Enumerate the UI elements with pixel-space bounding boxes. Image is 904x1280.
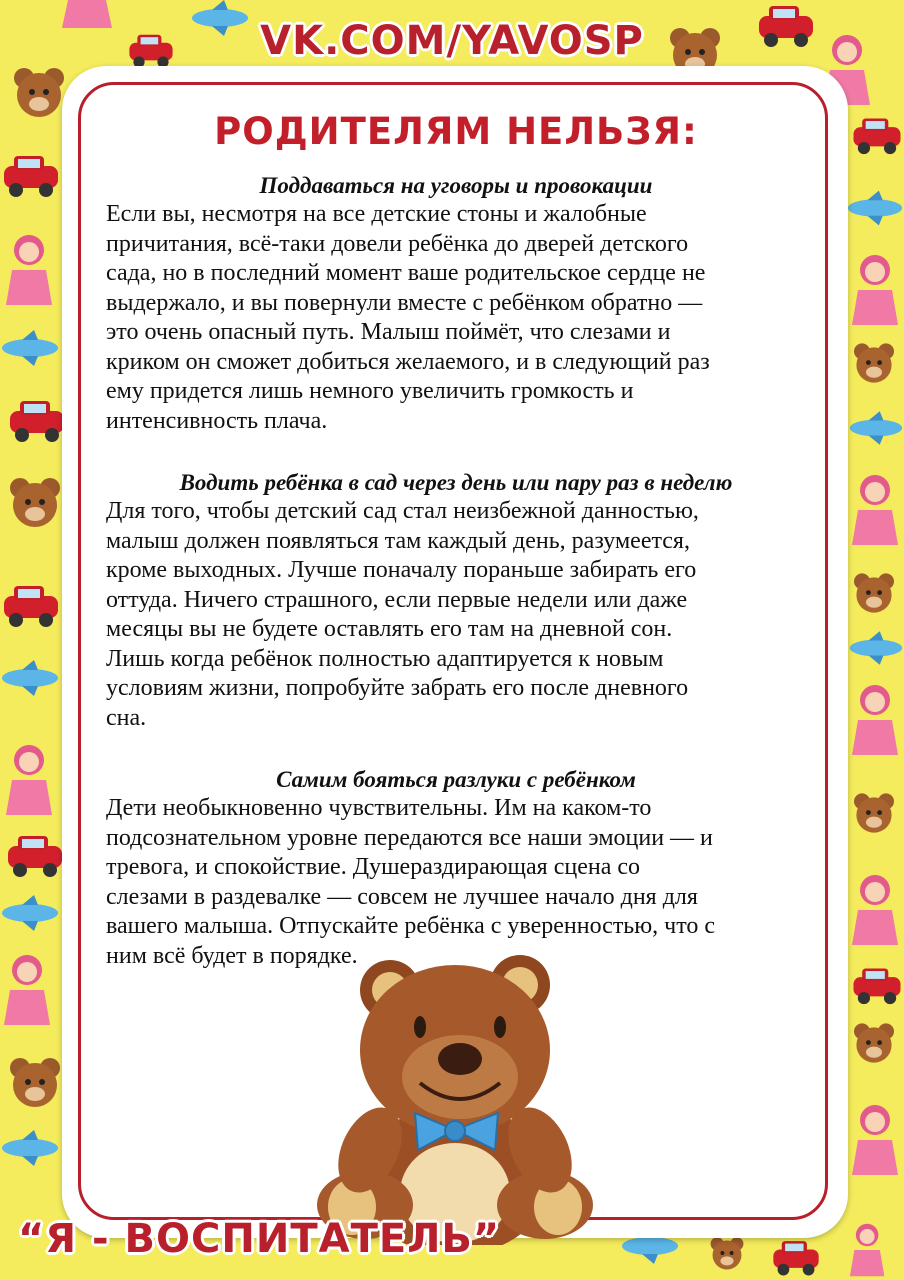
body-line: сада, но в последний момент ваше родительское сердце не: [106, 260, 706, 286]
section-title: Самим бояться разлуки с ребёнком: [276, 767, 636, 792]
car-icon: [850, 960, 904, 1010]
footer-brand-label: “Я - ВОСПИТАТЕЛЬ”: [18, 1216, 501, 1262]
teddy-bear-icon: [846, 1010, 902, 1080]
body-line: Дети необыкновенно чувствительны. Им на каком-то: [106, 795, 652, 821]
car-icon: [770, 1236, 822, 1278]
teddy-bear-illustration: [300, 955, 610, 1245]
body-line: условиям жизни, попробуйте забрать его после дневного: [106, 675, 689, 701]
teddy-bear-icon: [700, 1232, 754, 1278]
car-icon: [0, 580, 62, 630]
body-line: вашего малыша. Отпускайте ребёнка с уверенностью, что с: [106, 913, 716, 939]
doll-icon: [848, 680, 903, 760]
airplane-icon: [0, 1130, 60, 1166]
body-line: ним всё будет в порядке.: [106, 942, 358, 969]
card-content: [106, 104, 806, 971]
doll-icon: [0, 950, 55, 1030]
body-line: слезами в раздевалке — совсем не лучшее начало дня для: [106, 883, 698, 910]
airplane-icon: [0, 330, 60, 366]
car-icon: [6, 395, 68, 445]
airplane-icon: [0, 895, 60, 931]
doll-icon: [848, 870, 903, 950]
airplane-icon: [848, 410, 904, 446]
site-url-banner: VK.COM/YAVOSP: [260, 18, 644, 64]
airplane-icon: [846, 190, 904, 226]
teddy-bear-icon: [0, 470, 70, 540]
body-line: месяцы вы не будете оставлять его там на дневной сон.: [106, 616, 673, 642]
body-line: причитания, всё-таки довели ребёнка до дверей детского: [106, 230, 689, 257]
section-body: [106, 200, 806, 436]
body-line: интенсивность плача.: [106, 407, 328, 434]
doll-icon: [848, 250, 903, 330]
teddy-bear-icon: [846, 780, 902, 850]
section-title: Поддаваться на уговоры и провокации: [259, 173, 653, 198]
doll-icon: [840, 1220, 895, 1280]
doll-icon: [2, 230, 57, 310]
page-title: РОДИТЕЛЯМ НЕЛЬЗЯ:: [214, 110, 698, 153]
body-line: ему придется лишь немного увеличить громкость и: [106, 378, 634, 404]
car-icon: [4, 830, 66, 880]
section-body: [106, 794, 806, 971]
section-body: [106, 497, 806, 733]
body-line: сна.: [106, 704, 147, 731]
body-line: оттуда. Ничего страшного, если первые недели или даже: [106, 586, 688, 613]
teddy-bear-icon: [846, 330, 902, 400]
body-line: Если вы, несмотря на все детские стоны и жалобные: [106, 201, 647, 227]
body-line: малыш должен появляться там каждый день, разумеется,: [106, 527, 690, 554]
teddy-bear-icon: [846, 560, 902, 630]
body-line: выдержало, и вы повернули вместе с ребёнком обратно —: [106, 289, 703, 316]
airplane-icon: [848, 630, 904, 666]
body-line: Лишь когда ребёнок полностью адаптируется к новым: [106, 645, 664, 672]
body-line: Для того, чтобы детский сад стал неизбежной данностью,: [106, 498, 699, 524]
doll-icon: [2, 740, 57, 820]
doll-icon: [848, 470, 903, 550]
body-line: криком он сможет добиться желаемого, и в следующий раз: [106, 348, 710, 375]
body-line: подсознательном уровне передаются все наши эмоции — и: [106, 824, 713, 851]
teddy-bear-icon: [0, 1050, 70, 1120]
car-icon: [0, 150, 62, 200]
section-title: Водить ребёнка в сад через день или пару раз в неделю: [179, 470, 733, 495]
section-3: [106, 765, 806, 971]
airplane-icon: [0, 660, 60, 696]
section-2: [106, 468, 806, 733]
doll-icon: [848, 1100, 903, 1180]
body-line: это очень опасный путь. Малыш поймёт, что слезами и: [106, 319, 671, 345]
section-1: [106, 171, 806, 436]
body-line: тревога, и спокойствие. Душераздирающая сцена со: [106, 854, 640, 880]
car-icon: [850, 110, 904, 160]
body-line: кроме выходных. Лучше поначалу пораньше забирать его: [106, 557, 697, 583]
